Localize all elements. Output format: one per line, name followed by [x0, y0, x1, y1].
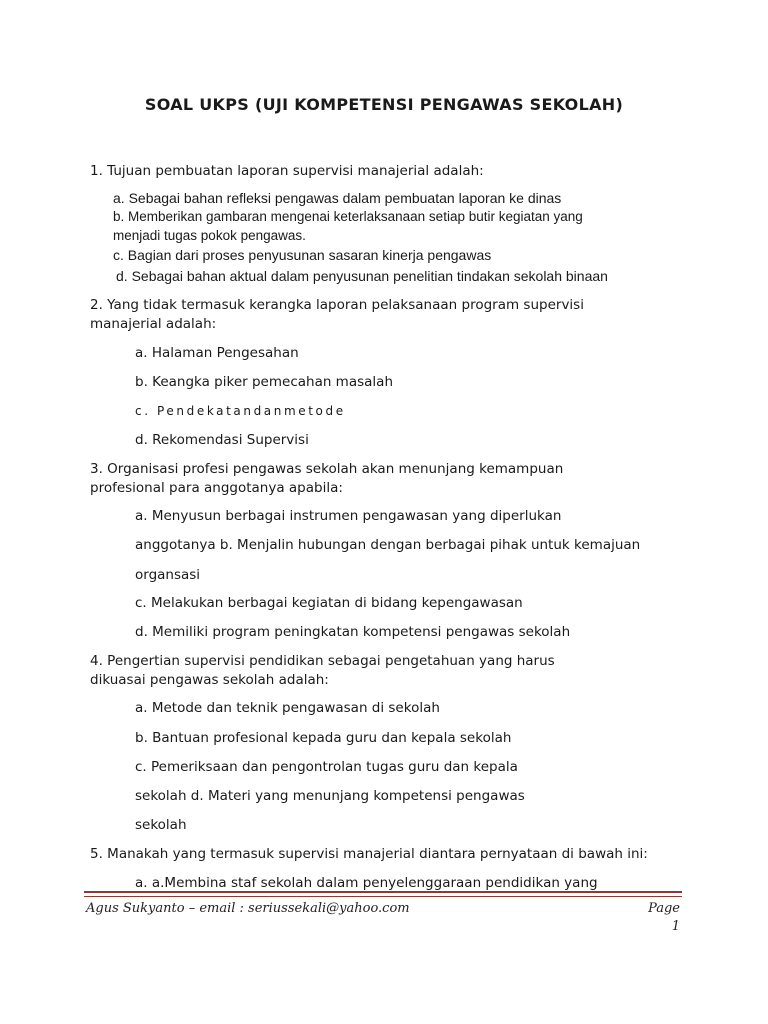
- q5-option-a: a. a.Membina staf sekolah dalam penyelenggaraan pendidikan yang: [135, 875, 598, 891]
- q1-option-b-line1: b. Memberikan gambaran mengenai keterlaksanaan setiap butir kegiatan yang: [113, 209, 583, 224]
- footer-author-email: Agus Sukyanto – email : seriussekali@yahoo.com: [86, 901, 410, 916]
- q1-option-d: d. Sebagai bahan aktual dalam penyusunan penelitian tindakan sekolah binaan: [116, 268, 608, 284]
- q2-option-b: b. Keangka piker pemecahan masalah: [135, 374, 393, 390]
- q4-option-a: a. Metode dan teknik pengawasan di sekolah: [135, 700, 440, 716]
- question-5: 5. Manakah yang termasuk supervisi manajerial diantara pernyataan di bawah ini:: [90, 846, 648, 862]
- q3-option-a-line2: anggotanya b. Menjalin hubungan dengan berbagai pihak untuk kemajuan: [135, 537, 641, 553]
- question-3-line2: profesional para anggotanya apabila:: [90, 480, 343, 496]
- q2-option-c: c. Pendekatandanmetode: [135, 404, 346, 418]
- q4-option-c-line3: sekolah: [135, 817, 187, 833]
- q1-option-b-line2: menjadi tugas pokok pengawas.: [113, 228, 306, 243]
- q1-option-c: c. Bagian dari proses penyusunan sasaran kinerja pengawas: [113, 247, 492, 263]
- q3-option-c: c. Melakukan berbagai kegiatan di bidang kepengawasan: [135, 595, 523, 611]
- question-4-line2: dikuasai pengawas sekolah adalah:: [90, 672, 329, 688]
- footer-page-number: Page 1: [648, 901, 680, 934]
- footer-rule-thin: [84, 896, 682, 897]
- question-1: 1. Tujuan pembuatan laporan supervisi manajerial adalah:: [90, 163, 484, 179]
- q3-option-d: d. Memiliki program peningkatan kompetensi pengawas sekolah: [135, 624, 571, 640]
- question-3-line1: 3. Organisasi profesi pengawas sekolah akan menunjang kemampuan: [90, 461, 564, 477]
- q4-option-c-line1: c. Pemeriksaan dan pengontrolan tugas guru dan kepala: [135, 759, 518, 775]
- q2-option-a: a. Halaman Pengesahan: [135, 345, 299, 361]
- q4-option-c-line2: sekolah d. Materi yang menunjang kompetensi pengawas: [135, 788, 525, 804]
- q1-option-a: a. Sebagai bahan refleksi pengawas dalam pembuatan laporan ke dinas: [113, 190, 562, 206]
- q3-option-a-line1: a. Menyusun berbagai instrumen pengawasan yang diperlukan: [135, 508, 562, 524]
- footer-rule-thick: [84, 891, 682, 893]
- q2-option-d: d. Rekomendasi Supervisi: [135, 432, 309, 448]
- question-2-line1: 2. Yang tidak termasuk kerangka laporan pelaksanaan program supervisi: [90, 297, 584, 313]
- q3-option-a-line3: organsasi: [135, 567, 201, 583]
- question-4-line1: 4. Pengertian supervisi pendidikan sebagai pengetahuan yang harus: [90, 653, 555, 669]
- document-title: SOAL UKPS (UJI KOMPETENSI PENGAWAS SEKOLAH): [144, 95, 624, 114]
- question-2-line2: manajerial adalah:: [90, 316, 217, 332]
- q4-option-b: b. Bantuan profesional kepada guru dan kepala sekolah: [135, 730, 512, 746]
